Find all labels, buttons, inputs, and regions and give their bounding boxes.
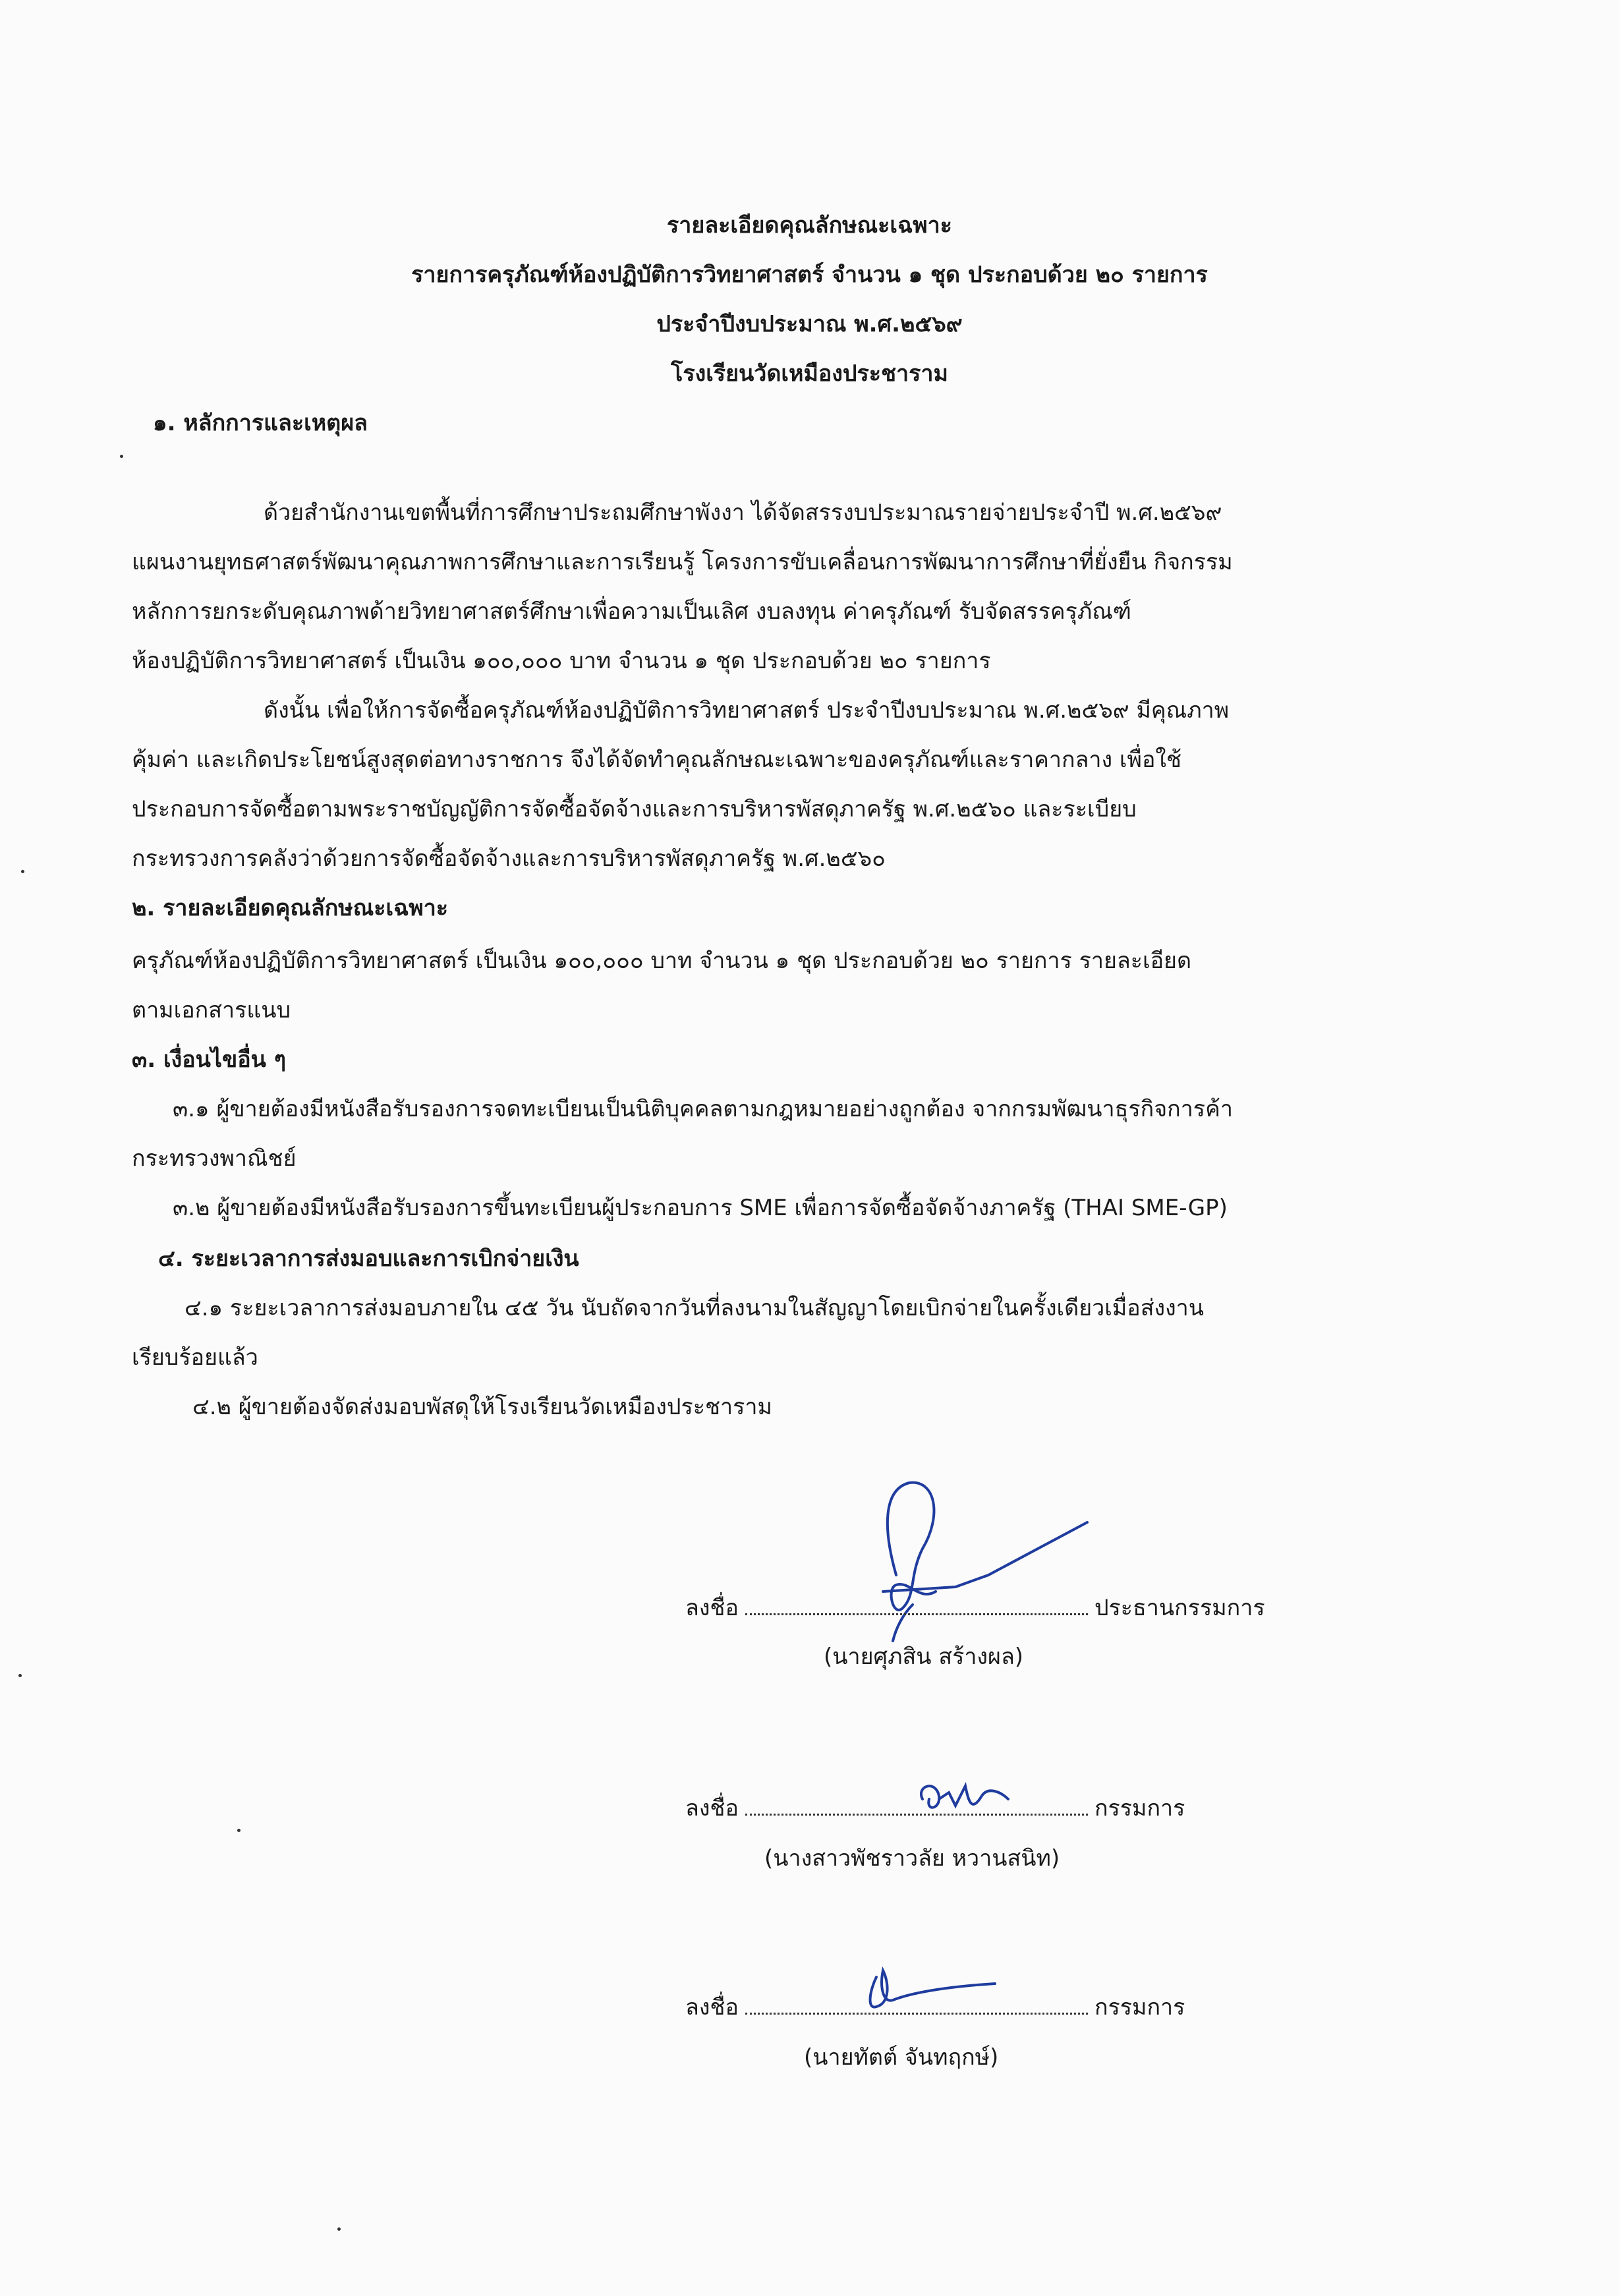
section1-line: คุ้มค่า และเกิดประโยชน์สูงสุดต่อทางราชการ จึงได้จัดทำคุณลักษณะเฉพาะของครุภัณฑ์และราคากลาง เพื่อใช้ — [132, 747, 1182, 773]
section1-line: ด้วยสำนักงานเขตพื้นที่การศึกษาประถมศึกษาพังงา ได้จัดสรรงบประมาณรายจ่ายประจำปี พ.ศ.๒๕๖๙ — [264, 500, 1222, 526]
scan-speck — [21, 870, 24, 873]
section1-line: หลักการยกระดับคุณภาพด้ายวิทยาศาสตร์ศึกษาเพื่อความเป็นเลิศ งบลงทุน ค่าครุภัณฑ์ รับจัดสรรครุภัณฑ์ — [132, 598, 1132, 625]
sign-label: ลงชื่อ — [685, 1994, 739, 2021]
section1-line: ห้องปฏิบัติการวิทยาศาสตร์ เป็นเงิน ๑๐๐,๐๐๐ บาท จำนวน ๑ ชุด ประกอบด้วย ๒๐ รายการ — [132, 648, 991, 674]
signer-role: กรรมการ — [1094, 1994, 1185, 2021]
section4-line: ๔.๒ ผู้ขายต้องจัดส่งมอบพัสดุให้โรงเรียนวัดเหมืองประชาราม — [192, 1394, 772, 1420]
signature-1-handwritten — [857, 1476, 1094, 1661]
section1-line: ดังนั้น เพื่อให้การจัดซื้อครุภัณฑ์ห้องปฏิบัติการวิทยาศาสตร์ ประจำปีงบประมาณ พ.ศ.๒๕๖๙ มีคุณภาพ — [264, 697, 1230, 724]
section3-line: กระทรวงพาณิชย์ — [132, 1145, 297, 1172]
section4-line: ๔.๑ ระยะเวลาการส่งมอบภายใน ๔๕ วัน นับถัดจากวันที่ลงนามในสัญญาโดยเบิกจ่ายในครั้งเดียวเมื่อส่งงาน — [185, 1295, 1205, 1321]
signer-role: ประธานกรรมการ — [1094, 1595, 1265, 1621]
scan-speck — [120, 455, 123, 458]
section2-line: ครุภัณฑ์ห้องปฏิบัติการวิทยาศาสตร์ เป็นเงิน ๑๐๐,๐๐๐ บาท จำนวน ๑ ชุด ประกอบด้วย ๒๐ รายการ รายละเอียด — [132, 948, 1192, 974]
section1-line: ประกอบการจัดซื้อตามพระราชบัญญัติการจัดซื้อจัดจ้างและการบริหารพัสดุภาครัฐ พ.ศ.๒๕๖๐ และระเบียบ — [132, 796, 1137, 822]
signature-1-line — [685, 1595, 1265, 1621]
sign-label: ลงชื่อ — [685, 1595, 739, 1621]
doc-subtitle-year: ประจำปีงบประมาณ พ.ศ.๒๕๖๙ — [656, 311, 963, 337]
section4-line: เรียบร้อยแล้ว — [132, 1344, 258, 1371]
signer-role: กรรมการ — [1094, 1795, 1185, 1822]
signature-2-line — [685, 1795, 1185, 1822]
section1-heading: ๑. หลักการและเหตุผล — [153, 410, 368, 436]
scan-speck — [337, 2227, 341, 2231]
section2-heading: ๒. รายละเอียดคุณลักษณะเฉพาะ — [132, 895, 449, 921]
section1-line: กระทรวงการคลังว่าด้วยการจัดซื้อจัดจ้างและการบริหารพัสดุภาครัฐ พ.ศ.๒๕๖๐ — [132, 846, 886, 872]
doc-title: รายละเอียดคุณลักษณะเฉพาะ — [667, 212, 952, 239]
signer-3-name: (นายทัตต์ จันทฤกษ์) — [804, 2044, 999, 2071]
signature-dotted-line — [745, 1597, 1088, 1615]
signer-1-name: (นายศุภสิน สร้างผล) — [824, 1644, 1024, 1670]
signature-3-line — [685, 1994, 1185, 2021]
section3-heading: ๓. เงื่อนไขอื่น ๆ — [132, 1047, 286, 1073]
section1-line: แผนงานยุทธศาสตร์พัฒนาคุณภาพการศึกษาและการเรียนรู้ โครงการขับเคลื่อนการพัฒนาการศึกษาที่ยั่งยืน กิจกรรม — [132, 549, 1233, 575]
section4-heading: ๔. ระยะเวลาการส่งมอบและการเบิกจ่ายเงิน — [158, 1246, 579, 1272]
signer-2-name: (นางสาวพัชราวลัย หวานสนิท) — [764, 1845, 1060, 1872]
section3-line: ๓.๑ ผู้ขายต้องมีหนังสือรับรองการจดทะเบียนเป็นนิติบุคคลตามกฎหมายอย่างถูกต้อง จากกรมพัฒนาธุรกิจการค้า — [173, 1096, 1233, 1122]
signature-dotted-line — [745, 1997, 1088, 2015]
sign-label: ลงชื่อ — [685, 1795, 739, 1822]
doc-subtitle-items: รายการครุภัณฑ์ห้องปฏิบัติการวิทยาศาสตร์ จำนวน ๑ ชุด ประกอบด้วย ๒๐ รายการ — [411, 262, 1208, 288]
section3-line: ๓.๒ ผู้ขายต้องมีหนังสือรับรองการขึ้นทะเบียนผู้ประกอบการ SME เพื่อการจัดซื้อจัดจ้างภาครัฐ (THAI SME-GP) — [173, 1195, 1228, 1221]
scan-speck — [237, 1829, 241, 1832]
doc-subtitle-school: โรงเรียนวัดเหมืองประชาราม — [671, 360, 948, 387]
signature-dotted-line — [745, 1798, 1088, 1816]
section2-line: ตามเอกสารแนบ — [132, 997, 291, 1023]
scan-speck — [18, 1674, 22, 1677]
